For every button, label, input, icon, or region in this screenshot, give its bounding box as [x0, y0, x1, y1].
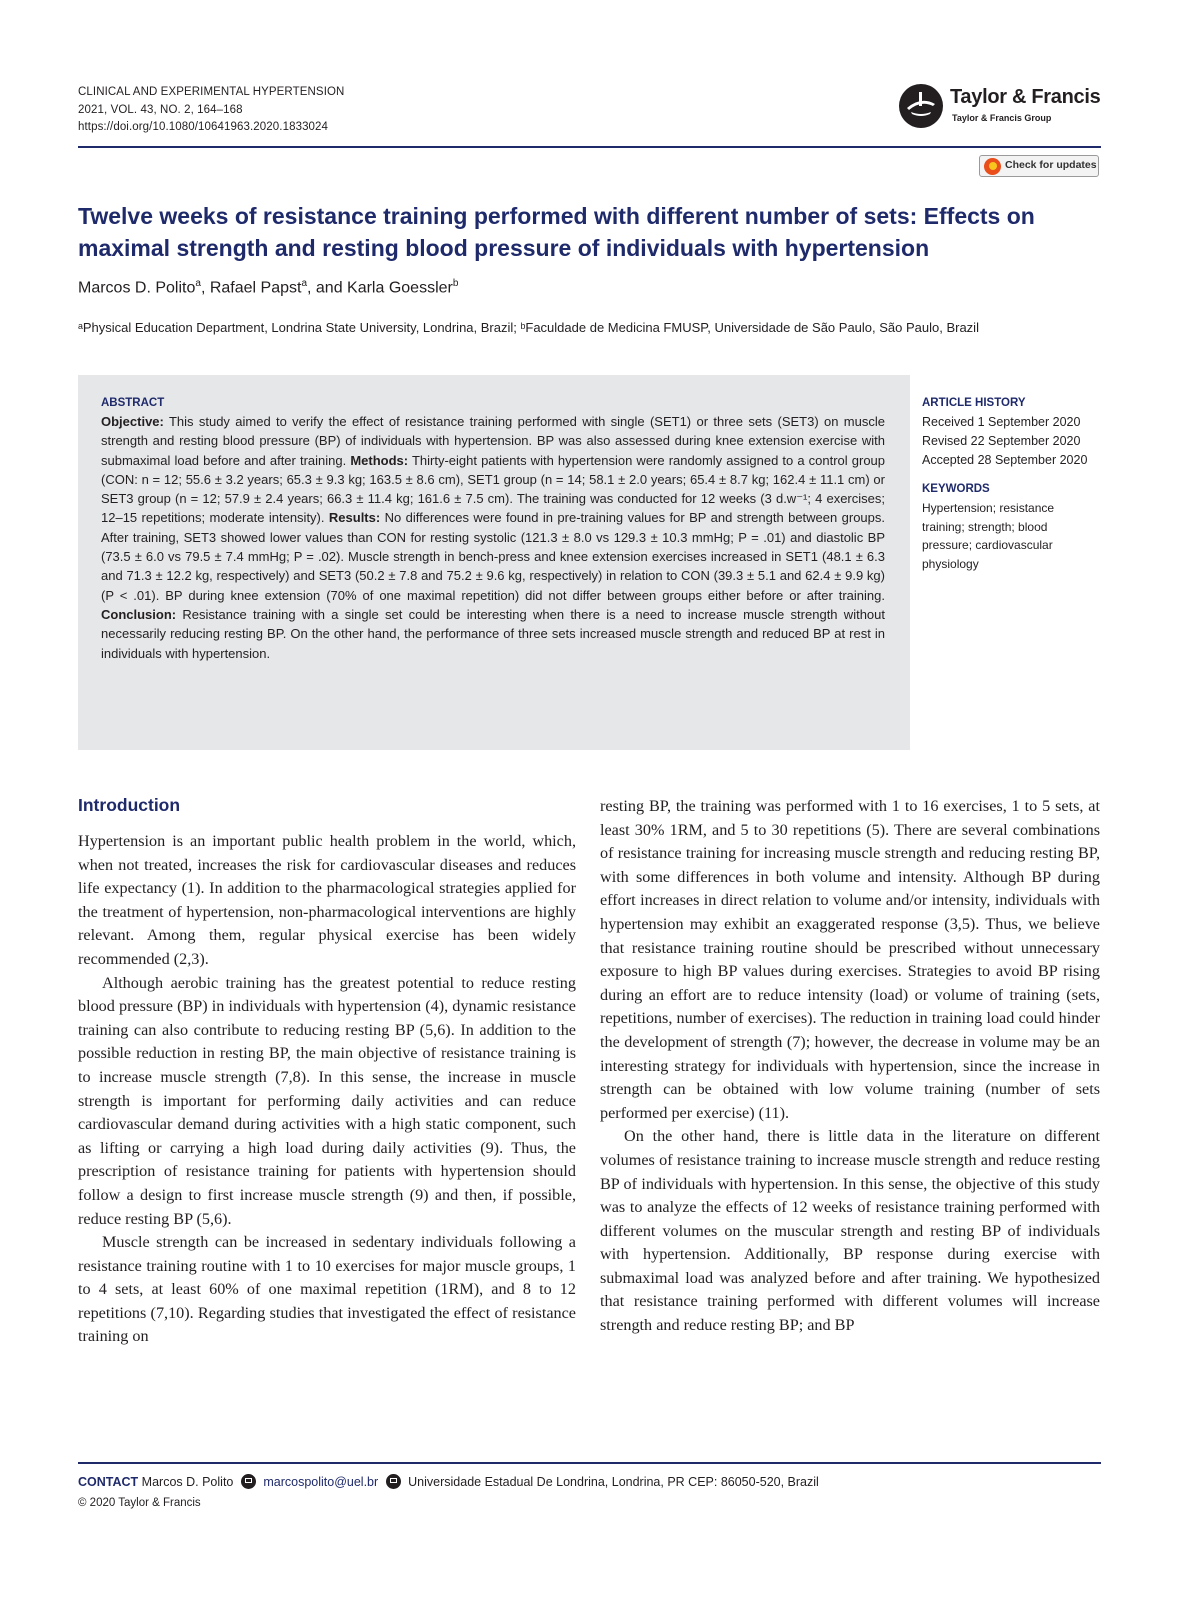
abstract-label: ABSTRACT [101, 397, 165, 409]
article-history-label: ARTICLE HISTORY [922, 397, 1026, 409]
copyright: © 2020 Taylor & Francis [78, 1497, 201, 1509]
accepted-date: Accepted 28 September 2020 [922, 453, 1088, 467]
results-text: No differences were found in pre-training values for BP and strength between groups. After training, SET3 showed lower values than CON for resting systolic (121.3 ± 8.0 vs 129.3 ± 10.3 mmHg; P = .01) and diastolic BP (73.5 ± 6.0 vs 79.5 ± 7.4 mmHg; P = .02). Muscle strength in bench-press and knee extension exercises increased in SET1 (48.1 ± 6.3 and 71.3 ± 12.2 kg, respectively) and SET3 (50.2 ± 7.8 and 75.2 ± 9.6 kg, respectively) in relation to CON (39.3 ± 5.1 and 62.4 ± 9.9 kg) (P < .01). BP during knee extension (70% of one maximal repetition) did not differ between groups either before or after training. [101, 510, 885, 603]
contact-address: Universidade Estadual De Londrina, Londrina, PR CEP: 86050-520, Brazil [408, 1475, 819, 1489]
author-name: Marcos D. Polito [78, 279, 196, 297]
objective-label: Objective: [101, 414, 164, 429]
contact-line [78, 1474, 819, 1489]
email-icon [241, 1474, 256, 1489]
author-name: Rafael Papst [209, 279, 302, 297]
keywords-label: KEYWORDS [922, 483, 990, 495]
footer-rule [78, 1462, 1101, 1464]
journal-header [78, 84, 344, 137]
taylor-francis-logo-icon [897, 82, 945, 130]
affiliation-marker: b [452, 278, 459, 289]
header-rule [78, 146, 1101, 148]
journal-doi[interactable]: https://doi.org/10.1080/10641963.2020.1833024 [78, 121, 329, 133]
keywords-text: Hypertension; resistance training; strength; blood pressure; cardiovascular physiology [922, 501, 1055, 571]
journal-name: CLINICAL AND EXPERIMENTAL HYPERTENSION [78, 86, 345, 98]
conclusion-label: Conclusion: [101, 606, 177, 622]
section-heading-introduction: Introduction [78, 795, 181, 815]
contact-email-link[interactable]: marcospolito@uel.br [263, 1475, 379, 1489]
publisher-group: Taylor & Francis Group [952, 113, 1052, 123]
check-for-updates-button[interactable] [979, 155, 1099, 177]
paragraph: Muscle strength can be increased in sedentary individuals following a resistance training routine with 1 to 10 exercises for major muscle groups, 1 to 4 sets, at least 60% of one maximal repetition (1RM), and 8 to 12 repetitions (7,10). Regarding studies that investigated the effect of resistance training on [78, 1233, 576, 1346]
affiliations: ᵃPhysical Education Department, Londrina State University, Londrina, Brazil; ᵇFaculdade de Medicina FMUSP, Universidade de São Paulo, São Paulo, Brazil [78, 320, 979, 335]
publisher-name: Taylor & Francis [950, 86, 1101, 108]
contact-name: Marcos D. Polito [141, 1475, 234, 1489]
methods-text: Thirty-eight patients with hypertension were randomly assigned to a control group (CON: n = 12; 55.6 ± 3.2 years; 65.3 ± 9.3 kg; 163.5 ± 8.6 cm), SET1 group (n = 14; 58.1 ± 2.0 years; 65.4 ± 8.7 kg; 162.4 ± 11.1 cm) or SET3 group (n = 12; 57.9 ± 2.4 years; 66.3 ± 11.4 kg; 161.6 ± 7.5 cm). The training was conducted for 12 weeks (3 d.w⁻¹; 4 exercises; 12–15 repetitions; moderate intensity). [101, 452, 886, 526]
affiliation-marker: a [195, 278, 201, 289]
paragraph: Although aerobic training has the greatest potential to reduce resting blood pressure (BP) in individuals with hypertension (4), dynamic resistance training can also contribute to reducing resting BP (5,6). In addition to the possible reduction in resting BP, the main objective of resistance training is to increase muscle strength (7,8). In this sense, the increase in muscle strength is important for performing daily activities and can reduce cardiovascular demand during activities with a high static component, such as lifting or carrying a high load during daily activities (9). Thus, the prescription of resistance training for patients with hypertension should follow a design to first increase muscle strength (9) and then, if possible, reduce resting BP (5,6). [78, 973, 576, 1228]
received-date: Received 1 September 2020 [922, 415, 1081, 429]
paragraph: On the other hand, there is little data in the literature on different volumes of resistance training to increase muscle strength and reduce resting BP of individuals with hypertension. In this sense, the objective of this study was to analyze the effects of 12 weeks of resistance training performed with different volumes on the muscular strength and resting BP of individuals with hypertension. Additionally, BP response during exercise with submaximal load was analyzed before and after training. We hypothesized that resistance training performed with different volumes will increase strength and reduce resting BP; and BP [600, 1127, 1100, 1335]
article-title: Twelve weeks of resistance training performed with different number of sets: Effects on maximal strength and resting blood pressure of individuals with hypertension [78, 203, 1035, 261]
author-name: and Karla Goessler [315, 279, 453, 297]
crossmark-icon [984, 158, 1001, 175]
objective-text: This study aimed to verify the effect of resistance training performed with single (SET1) or three sets (SET3) on muscle strength and resting blood pressure (BP) of individuals with hypertension. BP was also assessed during knee extension exercise with submaximal load before and after training. [101, 414, 885, 468]
revised-date: Revised 22 September 2020 [922, 434, 1081, 448]
body-column-left [78, 830, 576, 1349]
abstract-text [101, 412, 885, 663]
contact-label: CONTACT [78, 1475, 139, 1489]
conclusion-text: Resistance training with a single set could be interesting when there is a need to increase muscle strength without necessarily reducing resting BP. On the other hand, the performance of three sets increased muscle strength and reduced BP at rest in individuals with hypertension. [101, 606, 885, 661]
methods-label: Methods: [350, 452, 409, 468]
results-label: Results: [328, 510, 381, 526]
address-icon [386, 1474, 401, 1489]
body-column-right [600, 795, 1100, 1338]
paragraph: resting BP, the training was performed with 1 to 16 exercises, 1 to 5 sets, at least 30% 1RM, and 5 to 30 repetitions (5). There are several combinations of resistance training for increasing muscle strength and reducing resting BP, with some differences in both volume and intensity. Although BP during effort increases in direct relation to volume and/or intensity, individuals with hypertension may exhibit an exaggerated response (3,5). Thus, we believe that resistance training routine should be prescribed without unnecessary exposure to high BP values during exercises. Strategies to avoid BP rising during an effort are to reduce intensity (load) or volume of training (sets, repetitions, number of exercises). The reduction in training load could hinder the development of strength (7); however, the decrease in volume may be an interesting strategy for individuals with hypertension, since the increase in strength can be obtained with low volume training (number of sets performed per exercise) (11). [600, 797, 1100, 1122]
paragraph: Hypertension is an important public health problem in the world, which, when not treated, increases the risk for cardiovascular diseases and reduces life expectancy (1). In addition to the pharmacological strategies applied for the treatment of hypertension, non-pharmacological interventions are highly relevant. Among them, regular physical exercise has been widely recommended (2,3). [78, 832, 576, 968]
journal-volume: 2021, VOL. 43, NO. 2, 164–168 [78, 103, 243, 116]
affiliation-marker: a [301, 278, 307, 289]
check-for-updates-label: Check for updates [1005, 159, 1097, 171]
author-list: Marcos D. Polito$^a$, Rafael Papst$^a$, and Karla Goessler$^b$ [78, 278, 459, 297]
